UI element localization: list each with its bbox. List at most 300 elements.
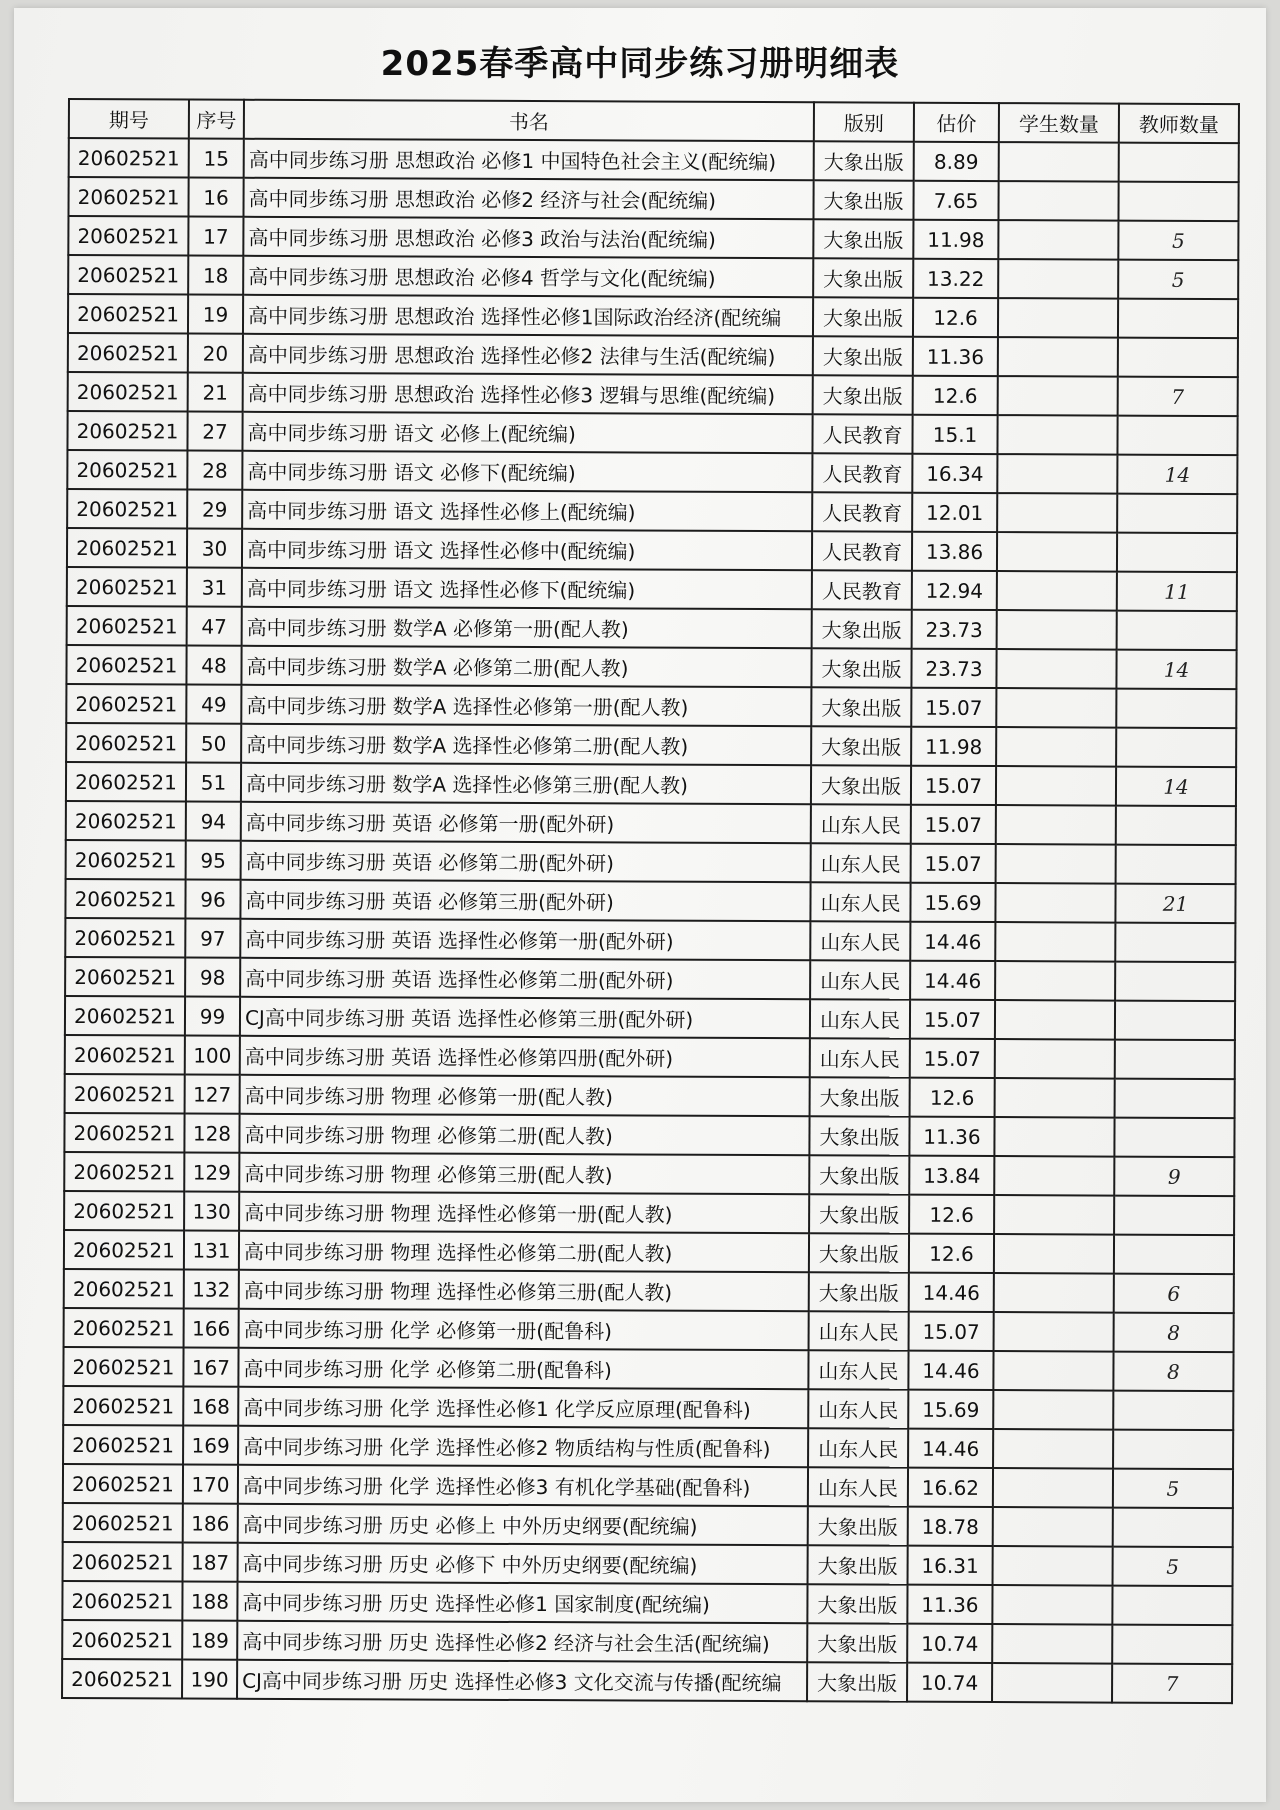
cell-students (998, 181, 1118, 221)
cell-teachers (1115, 1001, 1235, 1041)
cell-issue: 20602521 (66, 840, 186, 880)
cell-seq: 168 (183, 1387, 238, 1426)
cell-price: 10.74 (907, 1663, 992, 1702)
paper-sheet (14, 8, 1266, 1802)
cell-name: 高中同步练习册 历史 必修上 中外历史纲要(配统编) (238, 1504, 808, 1545)
cell-seq: 98 (185, 958, 240, 997)
cell-students (996, 805, 1116, 845)
cell-issue: 20602521 (63, 1347, 183, 1387)
cell-seq: 128 (184, 1114, 239, 1153)
cell-publisher: 山东人民 (811, 843, 911, 882)
cell-seq: 129 (184, 1153, 239, 1192)
cell-name: 高中同步练习册 语文 选择性必修下(配统编) (242, 568, 812, 609)
cell-publisher: 山东人民 (810, 882, 910, 921)
cell-price: 15.07 (911, 844, 996, 883)
header-price: 估价 (914, 103, 999, 142)
cell-price: 15.07 (910, 1000, 995, 1039)
cell-name: 高中同步练习册 历史 选择性必修1 国家制度(配统编) (237, 1582, 807, 1623)
cell-name: 高中同步练习册 英语 必修第一册(配外研) (241, 802, 811, 843)
cell-name: 高中同步练习册 语文 必修下(配统编) (242, 451, 812, 492)
cell-teachers: 6 (1114, 1274, 1234, 1314)
cell-name: 高中同步练习册 历史 选择性必修2 经济与社会生活(配统编) (237, 1621, 807, 1662)
cell-publisher: 山东人民 (810, 921, 910, 960)
cell-teachers (1116, 845, 1236, 885)
table-row (66, 801, 1236, 845)
cell-teachers: 14 (1116, 767, 1236, 807)
cell-name: 高中同步练习册 语文 选择性必修上(配统编) (242, 490, 812, 531)
cell-publisher: 大象出版 (811, 648, 911, 687)
table-row (67, 411, 1237, 455)
cell-publisher: 大象出版 (811, 687, 911, 726)
table-row (64, 1308, 1234, 1352)
cell-name: 高中同步练习册 化学 必修第二册(配鲁科) (238, 1348, 808, 1389)
cell-publisher: 大象出版 (809, 1194, 909, 1233)
cell-students (997, 493, 1117, 533)
cell-teachers (1113, 1430, 1233, 1470)
table-row (63, 1425, 1233, 1469)
cell-teachers (1116, 806, 1236, 846)
cell-seq: 166 (184, 1309, 239, 1348)
cell-price: 15.1 (912, 415, 997, 454)
cell-teachers (1118, 299, 1238, 339)
cell-name: 高中同步练习册 思想政治 必修3 政治与法治(配统编) (243, 217, 813, 258)
cell-seq: 189 (182, 1621, 237, 1660)
cell-price: 14.46 (910, 961, 995, 1000)
cell-price: 11.98 (913, 220, 998, 259)
cell-students (996, 844, 1116, 884)
cell-issue: 20602521 (68, 333, 188, 373)
cell-students (994, 1273, 1114, 1313)
cell-seq: 28 (187, 451, 242, 490)
cell-price: 13.84 (909, 1156, 994, 1195)
cell-publisher: 山东人民 (810, 1038, 910, 1077)
cell-seq: 97 (185, 919, 240, 958)
cell-price: 11.36 (907, 1585, 992, 1624)
cell-publisher: 大象出版 (811, 726, 911, 765)
cell-publisher: 大象出版 (813, 375, 913, 414)
page-title: 2025春季高中同步练习册明细表 (380, 44, 900, 84)
cell-students (997, 415, 1117, 455)
table-row (65, 879, 1235, 923)
cell-price: 14.46 (909, 1273, 994, 1312)
cell-students (996, 649, 1116, 689)
cell-price: 14.46 (908, 1351, 993, 1390)
cell-issue: 20602521 (64, 1152, 184, 1192)
cell-name: 高中同步练习册 历史 必修下 中外历史纲要(配统编) (238, 1543, 808, 1584)
cell-publisher: 大象出版 (807, 1584, 907, 1623)
cell-students (995, 1000, 1115, 1040)
cell-name: 高中同步练习册 思想政治 选择性必修3 逻辑与思维(配统编) (243, 373, 813, 414)
table-row (63, 1386, 1233, 1430)
cell-issue: 20602521 (65, 1074, 185, 1114)
cell-publisher: 大象出版 (813, 180, 913, 219)
table-row (67, 489, 1237, 533)
cell-students (994, 1195, 1114, 1235)
cell-publisher: 大象出版 (809, 1116, 909, 1155)
cell-price: 15.69 (910, 883, 995, 922)
cell-teachers: 11 (1117, 572, 1237, 612)
cell-price: 7.65 (913, 181, 998, 220)
cell-teachers (1112, 1586, 1232, 1626)
cell-price: 11.36 (909, 1117, 994, 1156)
cell-issue: 20602521 (63, 1542, 183, 1582)
cell-name: 高中同步练习册 数学A 必修第二册(配人教) (241, 646, 811, 687)
cell-issue: 20602521 (66, 762, 186, 802)
cell-publisher: 大象出版 (813, 336, 913, 375)
cell-name: 高中同步练习册 化学 必修第一册(配鲁科) (239, 1309, 809, 1350)
cell-price: 10.74 (907, 1624, 992, 1663)
cell-name: 高中同步练习册 化学 选择性必修3 有机化学基础(配鲁科) (238, 1465, 808, 1506)
cell-price: 15.07 (910, 1039, 995, 1078)
cell-students (998, 376, 1118, 416)
cell-students (998, 259, 1118, 299)
cell-seq: 96 (185, 880, 240, 919)
cell-price: 16.34 (912, 454, 997, 493)
cell-price: 16.62 (908, 1468, 993, 1507)
cell-seq: 50 (186, 724, 241, 763)
cell-name: 高中同步练习册 思想政治 必修2 经济与社会(配统编) (243, 178, 813, 219)
cell-students (994, 1234, 1114, 1274)
cell-publisher: 大象出版 (810, 1077, 910, 1116)
table-row (66, 645, 1236, 689)
cell-issue: 20602521 (64, 1113, 184, 1153)
cell-students (995, 961, 1115, 1001)
cell-teachers (1114, 1235, 1234, 1275)
cell-teachers (1117, 611, 1237, 651)
cell-issue: 20602521 (69, 138, 189, 178)
cell-price: 13.22 (913, 259, 998, 298)
cell-price: 8.89 (914, 142, 999, 181)
table-row (68, 372, 1238, 416)
cell-publisher: 大象出版 (813, 297, 913, 336)
cell-issue: 20602521 (64, 1191, 184, 1231)
cell-name: 高中同步练习册 物理 选择性必修第一册(配人教) (239, 1192, 809, 1233)
cell-students (993, 1546, 1113, 1586)
cell-name: 高中同步练习册 英语 选择性必修第四册(配外研) (240, 1036, 810, 1077)
cell-teachers (1117, 416, 1237, 456)
cell-price: 12.6 (909, 1195, 994, 1234)
cell-publisher: 人民教育 (812, 531, 912, 570)
header-students: 学生数量 (999, 103, 1119, 143)
cell-publisher: 大象出版 (812, 609, 912, 648)
table-row (64, 1230, 1234, 1274)
cell-issue: 20602521 (68, 255, 188, 295)
cell-publisher: 山东人民 (811, 804, 911, 843)
cell-name: 高中同步练习册 数学A 选择性必修第二册(配人教) (241, 724, 811, 765)
cell-students (994, 1312, 1114, 1352)
cell-students (998, 220, 1118, 260)
cell-teachers: 8 (1114, 1313, 1234, 1353)
cell-issue: 20602521 (68, 372, 188, 412)
header-row (69, 99, 1239, 143)
cell-publisher: 大象出版 (811, 765, 911, 804)
table-row (65, 918, 1235, 962)
cell-seq: 170 (183, 1465, 238, 1504)
table-row (63, 1503, 1233, 1547)
cell-issue: 20602521 (67, 567, 187, 607)
cell-price: 12.6 (913, 298, 998, 337)
cell-teachers (1113, 1391, 1233, 1431)
cell-students (992, 1663, 1112, 1703)
detail-table (61, 98, 1240, 1704)
cell-teachers: 5 (1113, 1547, 1233, 1587)
cell-name: 高中同步练习册 思想政治 必修1 中国特色社会主义(配统编) (244, 139, 814, 180)
cell-publisher: 人民教育 (812, 414, 912, 453)
header-seq: 序号 (189, 100, 244, 139)
cell-students (992, 1585, 1112, 1625)
cell-price: 15.07 (911, 688, 996, 727)
cell-price: 12.01 (912, 493, 997, 532)
table-row (63, 1464, 1233, 1508)
cell-students (993, 1390, 1113, 1430)
cell-teachers (1116, 689, 1236, 729)
cell-price: 15.07 (911, 805, 996, 844)
cell-issue: 20602521 (68, 177, 188, 217)
cell-seq: 27 (187, 412, 242, 451)
cell-issue: 20602521 (67, 606, 187, 646)
cell-name: CJ高中同步练习册 历史 选择性必修3 文化交流与传播(配统编 (237, 1660, 807, 1701)
cell-seq: 30 (187, 529, 242, 568)
cell-publisher: 人民教育 (812, 492, 912, 531)
cell-name: 高中同步练习册 英语 必修第三册(配外研) (240, 880, 810, 921)
cell-publisher: 山东人民 (808, 1350, 908, 1389)
cell-name: 高中同步练习册 物理 必修第二册(配人教) (239, 1114, 809, 1155)
cell-seq: 100 (185, 1036, 240, 1075)
cell-issue: 20602521 (64, 1308, 184, 1348)
cell-students (995, 1039, 1115, 1079)
cell-price: 23.73 (912, 610, 997, 649)
cell-teachers (1115, 1040, 1235, 1080)
cell-name: 高中同步练习册 化学 选择性必修1 化学反应原理(配鲁科) (238, 1387, 808, 1428)
cell-teachers (1114, 1118, 1234, 1158)
cell-price: 11.36 (913, 337, 998, 376)
table-row (64, 1269, 1234, 1313)
cell-seq: 187 (183, 1543, 238, 1582)
cell-seq: 131 (184, 1231, 239, 1270)
cell-teachers (1118, 338, 1238, 378)
cell-issue: 20602521 (66, 684, 186, 724)
cell-seq: 19 (188, 295, 243, 334)
table-row (64, 1191, 1234, 1235)
cell-seq: 16 (188, 178, 243, 217)
cell-teachers (1119, 143, 1239, 183)
cell-publisher: 大象出版 (808, 1545, 908, 1584)
cell-seq: 18 (188, 256, 243, 295)
table-row (65, 1074, 1235, 1118)
cell-seq: 169 (183, 1426, 238, 1465)
table-body (62, 138, 1239, 1703)
table-row (68, 216, 1238, 260)
cell-teachers: 14 (1117, 455, 1237, 495)
cell-teachers: 7 (1118, 377, 1238, 417)
cell-publisher: 大象出版 (809, 1272, 909, 1311)
table-row (65, 1035, 1235, 1079)
cell-name: 高中同步练习册 化学 选择性必修2 物质结构与性质(配鲁科) (238, 1426, 808, 1467)
cell-seq: 94 (186, 802, 241, 841)
cell-students (993, 1507, 1113, 1547)
cell-issue: 20602521 (67, 528, 187, 568)
cell-teachers (1115, 923, 1235, 963)
cell-name: CJ高中同步练习册 英语 选择性必修第三册(配外研) (240, 997, 810, 1038)
table-row (66, 840, 1236, 884)
cell-name: 高中同步练习册 思想政治 选择性必修2 法律与生活(配统编) (243, 334, 813, 375)
cell-students (992, 1624, 1112, 1664)
cell-name: 高中同步练习册 物理 必修第三册(配人教) (239, 1153, 809, 1194)
cell-seq: 47 (187, 607, 242, 646)
cell-issue: 20602521 (63, 1503, 183, 1543)
cell-seq: 20 (188, 334, 243, 373)
cell-teachers (1116, 728, 1236, 768)
cell-teachers: 21 (1115, 884, 1235, 924)
cell-issue: 20602521 (68, 216, 188, 256)
cell-price: 11.98 (911, 727, 996, 766)
cell-teachers: 5 (1118, 260, 1238, 300)
cell-teachers (1112, 1625, 1232, 1665)
table-row (62, 1659, 1232, 1703)
cell-students (997, 571, 1117, 611)
cell-students (996, 688, 1116, 728)
cell-students (994, 1117, 1114, 1157)
cell-issue: 20602521 (63, 1386, 183, 1426)
cell-students (998, 337, 1118, 377)
table-row (66, 762, 1236, 806)
cell-issue: 20602521 (66, 801, 186, 841)
cell-seq: 29 (187, 490, 242, 529)
cell-issue: 20602521 (67, 489, 187, 529)
cell-publisher: 人民教育 (812, 453, 912, 492)
cell-issue: 20602521 (65, 918, 185, 958)
table-row (68, 294, 1238, 338)
cell-publisher: 山东人民 (808, 1467, 908, 1506)
cell-price: 12.6 (913, 376, 998, 415)
cell-price: 15.69 (908, 1390, 993, 1429)
table-row (67, 606, 1237, 650)
table-row (63, 1542, 1233, 1586)
cell-seq: 127 (185, 1075, 240, 1114)
cell-publisher: 大象出版 (814, 141, 914, 180)
cell-publisher: 山东人民 (808, 1428, 908, 1467)
cell-seq: 186 (183, 1504, 238, 1543)
cell-name: 高中同步练习册 英语 选择性必修第二册(配外研) (240, 958, 810, 999)
cell-students (995, 1078, 1115, 1118)
cell-name: 高中同步练习册 物理 选择性必修第三册(配人教) (239, 1270, 809, 1311)
cell-publisher: 大象出版 (809, 1233, 909, 1272)
cell-price: 12.94 (912, 571, 997, 610)
cell-price: 13.86 (912, 532, 997, 571)
cell-issue: 20602521 (66, 723, 186, 763)
table-row (69, 138, 1239, 182)
cell-issue: 20602521 (66, 645, 186, 685)
cell-issue: 20602521 (62, 1659, 182, 1699)
table-row (66, 684, 1236, 728)
cell-teachers (1115, 1079, 1235, 1119)
table-row (64, 1113, 1234, 1157)
cell-students (995, 883, 1115, 923)
cell-issue: 20602521 (65, 1035, 185, 1075)
cell-name: 高中同步练习册 思想政治 必修4 哲学与文化(配统编) (243, 256, 813, 297)
cell-publisher: 大象出版 (807, 1662, 907, 1701)
cell-price: 14.46 (908, 1429, 993, 1468)
cell-issue: 20602521 (65, 879, 185, 919)
table-row (67, 528, 1237, 572)
cell-name: 高中同步练习册 数学A 选择性必修第一册(配人教) (241, 685, 811, 726)
cell-students (997, 454, 1117, 494)
cell-teachers: 14 (1116, 650, 1236, 690)
cell-teachers: 5 (1113, 1469, 1233, 1509)
cell-teachers: 9 (1114, 1157, 1234, 1197)
cell-students (995, 922, 1115, 962)
cell-seq: 99 (185, 997, 240, 1036)
cell-students (993, 1429, 1113, 1469)
cell-teachers (1115, 962, 1235, 1002)
cell-students (997, 610, 1117, 650)
cell-name: 高中同步练习册 思想政治 选择性必修1国际政治经济(配统编 (243, 295, 813, 336)
cell-students (996, 766, 1116, 806)
cell-issue: 20602521 (65, 957, 185, 997)
cell-teachers: 7 (1112, 1664, 1232, 1704)
cell-publisher: 大象出版 (807, 1623, 907, 1662)
cell-teachers (1114, 1196, 1234, 1236)
cell-seq: 130 (184, 1192, 239, 1231)
cell-price: 18.78 (908, 1507, 993, 1546)
cell-name: 高中同步练习册 语文 必修上(配统编) (242, 412, 812, 453)
table-row (68, 255, 1238, 299)
table-row (66, 723, 1236, 767)
cell-seq: 49 (186, 685, 241, 724)
cell-price: 12.6 (910, 1078, 995, 1117)
cell-seq: 132 (184, 1270, 239, 1309)
cell-issue: 20602521 (67, 411, 187, 451)
cell-price: 16.31 (908, 1546, 993, 1585)
cell-students (993, 1468, 1113, 1508)
cell-price: 23.73 (911, 649, 996, 688)
cell-name: 高中同步练习册 物理 必修第一册(配人教) (240, 1075, 810, 1116)
header-teachers: 教师数量 (1119, 104, 1239, 144)
cell-name: 高中同步练习册 语文 选择性必修中(配统编) (242, 529, 812, 570)
cell-seq: 17 (188, 217, 243, 256)
cell-seq: 31 (187, 568, 242, 607)
cell-seq: 48 (186, 646, 241, 685)
cell-seq: 190 (182, 1660, 237, 1699)
cell-issue: 20602521 (64, 1230, 184, 1270)
cell-price: 15.07 (909, 1312, 994, 1351)
header-publisher: 版别 (814, 102, 914, 141)
cell-name: 高中同步练习册 英语 必修第二册(配外研) (241, 841, 811, 882)
cell-publisher: 大象出版 (813, 258, 913, 297)
cell-name: 高中同步练习册 英语 选择性必修第一册(配外研) (240, 919, 810, 960)
cell-teachers (1113, 1508, 1233, 1548)
cell-students (994, 1156, 1114, 1196)
header-name: 书名 (244, 100, 814, 141)
cell-publisher: 大象出版 (809, 1155, 909, 1194)
table-row (65, 996, 1235, 1040)
cell-seq: 95 (186, 841, 241, 880)
cell-seq: 15 (189, 139, 244, 178)
table-row (67, 450, 1237, 494)
cell-price: 15.07 (911, 766, 996, 805)
table-row (67, 567, 1237, 611)
cell-issue: 20602521 (68, 294, 188, 334)
cell-students (998, 298, 1118, 338)
cell-teachers (1118, 182, 1238, 222)
cell-seq: 188 (182, 1582, 237, 1621)
cell-students (997, 532, 1117, 572)
cell-issue: 20602521 (62, 1620, 182, 1660)
cell-seq: 21 (188, 373, 243, 412)
cell-issue: 20602521 (63, 1464, 183, 1504)
cell-publisher: 山东人民 (810, 999, 910, 1038)
cell-name: 高中同步练习册 数学A 选择性必修第三册(配人教) (241, 763, 811, 804)
